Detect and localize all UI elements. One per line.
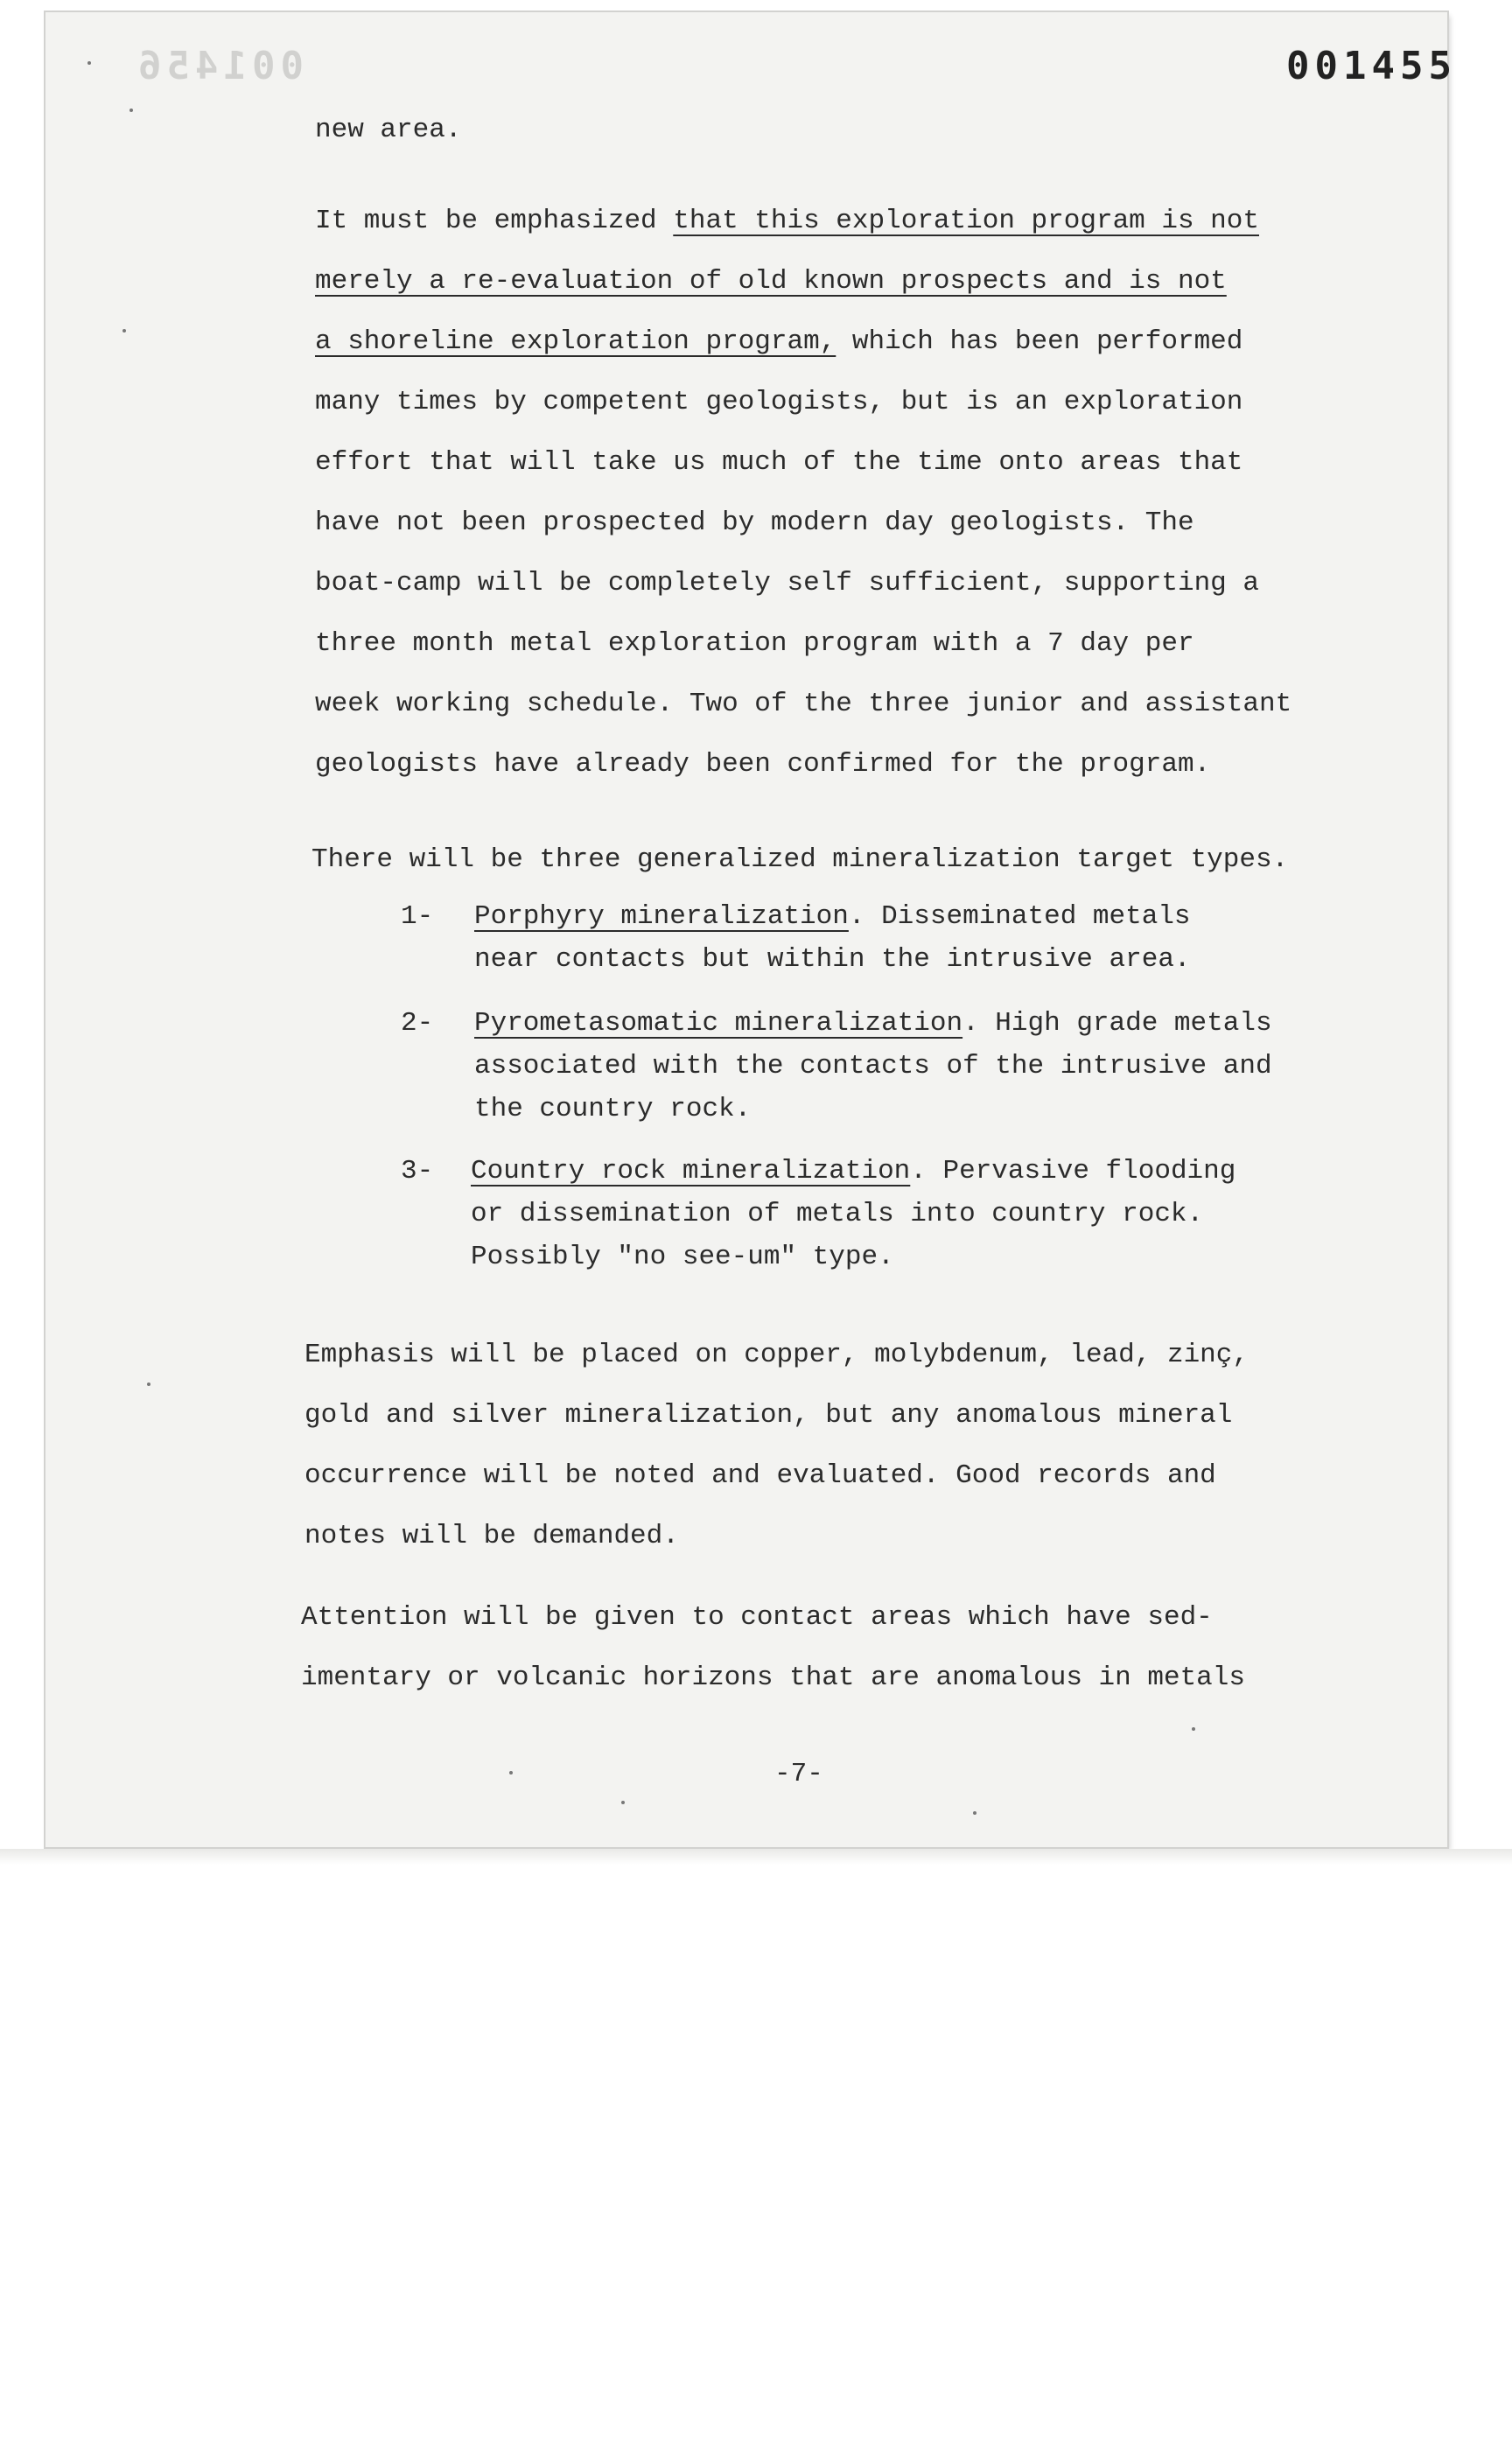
text-line: new area. — [315, 115, 462, 145]
list-item-text: Porphyry mineralization. Disseminated metals near contacts but within the intrusive area. — [474, 901, 1191, 975]
underlined-text: Porphyry mineralization — [474, 901, 849, 932]
paragraph-emphasis — [315, 191, 1292, 794]
text-line: It must be emphasized that this exploration program is not — [315, 206, 1259, 236]
paragraph-attention — [301, 1587, 1245, 1708]
text-line: week working schedule. Two of the three junior and assistant — [315, 689, 1292, 719]
paragraph-target-types — [312, 830, 1288, 890]
bleed-through-stamp: 001456 — [133, 44, 304, 88]
scan-speck — [130, 108, 133, 112]
text-line: gold and silver mineralization, but any anomalous mineral — [304, 1400, 1233, 1431]
document-number-stamp: 001455 — [1286, 44, 1457, 88]
underlined-text: a shoreline exploration program, — [315, 326, 836, 357]
page-number: -7- — [774, 1759, 823, 1789]
text-line: geologists have already been confirmed for the program. — [315, 749, 1211, 780]
scan-speck — [122, 329, 126, 332]
paragraph-emphasis-metals — [304, 1325, 1249, 1566]
scan-speck — [509, 1771, 513, 1774]
text-line: many times by competent geologists, but is an exploration — [315, 387, 1243, 417]
text-line: imentary or volcanic horizons that are anomalous in metals — [301, 1662, 1245, 1693]
document-page — [46, 12, 1457, 1847]
underlined-text: Pyrometasomatic mineralization — [474, 1008, 963, 1039]
scan-speck — [147, 1382, 150, 1386]
text-line: notes will be demanded. — [304, 1521, 679, 1551]
underlined-text: merely a re-evaluation of old known prospects and is not — [315, 266, 1227, 297]
text-line: effort that will take us much of the time onto areas that — [315, 447, 1243, 478]
list-number: 3- — [401, 1156, 434, 1186]
scan-speck — [973, 1811, 976, 1815]
text-line — [315, 251, 1292, 312]
list-number: 2- — [401, 1008, 434, 1039]
text-line: have not been prospected by modern day geologists. The — [315, 508, 1194, 538]
scan-speck — [88, 61, 91, 65]
text-line: Attention will be given to contact areas which have sed- — [301, 1602, 1213, 1633]
underlined-text: Country rock mineralization — [471, 1156, 911, 1186]
list-item-text: Country rock mineralization. Pervasive flooding or dissemination of metals into country rock. Possibly "no see-um" type. — [471, 1156, 1236, 1272]
scan-speck — [621, 1801, 625, 1804]
list-number: 1- — [401, 901, 434, 932]
text-line: occurrence will be noted and evaluated. Good records and — [304, 1460, 1216, 1491]
text-line: Emphasis will be placed on copper, molybdenum, lead, zinç, — [304, 1340, 1249, 1370]
text-line: boat-camp will be completely self sufficient, supporting a — [315, 568, 1259, 598]
text-line: There will be three generalized mineralization target types. — [312, 844, 1289, 875]
scan-speck — [1192, 1727, 1195, 1731]
underlined-text: that this exploration program is not — [673, 206, 1259, 236]
list-item-text: Pyrometasomatic mineralization. High grade metals associated with the contacts of the intrusive and the country rock. — [474, 1008, 1272, 1124]
text-line: a shoreline exploration program, which has been performed — [315, 326, 1243, 357]
paragraph-continuation — [315, 100, 461, 160]
text-line: three month metal exploration program with a 7 day per — [315, 628, 1194, 659]
scan-edge — [0, 1849, 1512, 1865]
